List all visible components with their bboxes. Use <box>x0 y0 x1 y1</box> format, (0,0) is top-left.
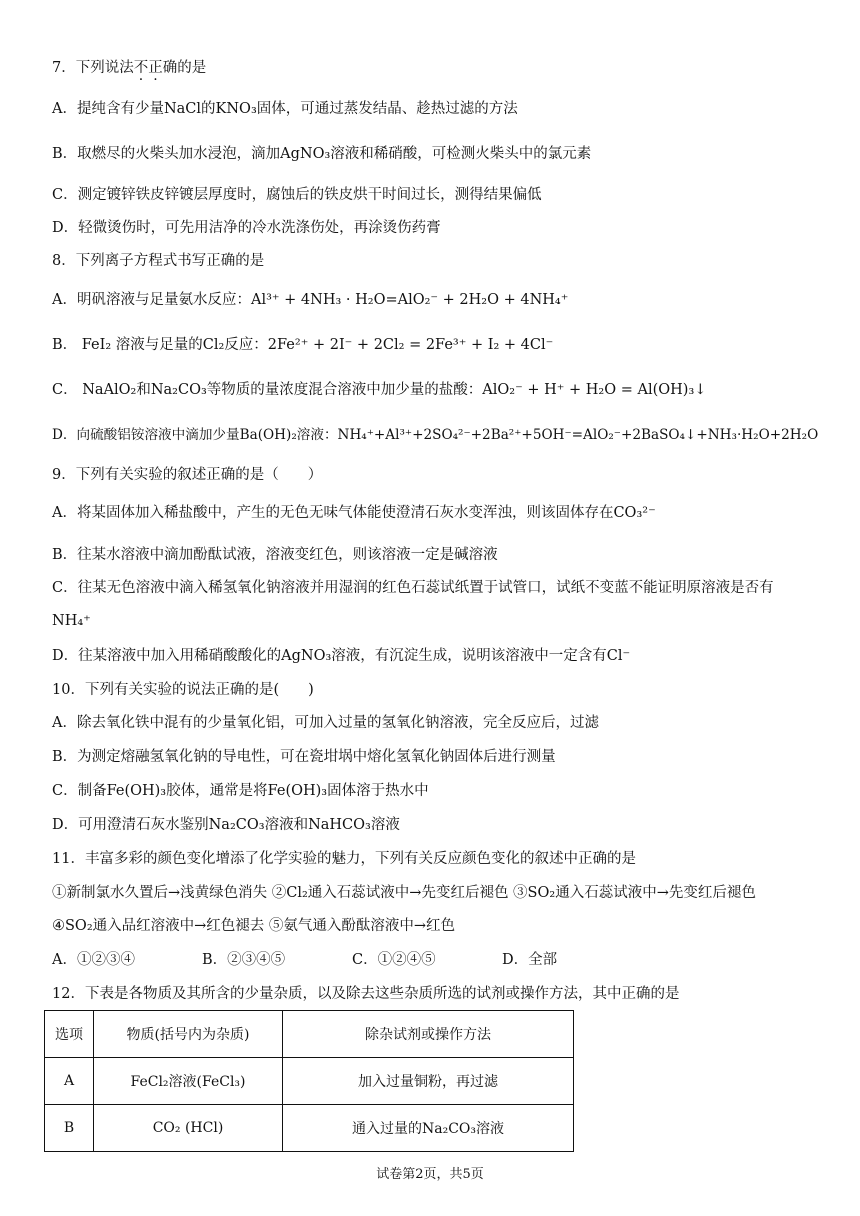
q8-option-d: D．向硫酸铝铵溶液中滴加少量Ba(OH)₂溶液：NH₄⁺+Al³⁺+2SO₄²⁻+2Ba²⁺+5OH⁻=AlO₂⁻+2BaSO₄↓+NH₃·H₂O+2H₂O <box>52 427 819 443</box>
q11-option-c: C．①②④⑤ <box>352 952 436 968</box>
q9-stem: 9．下列有关实验的叙述正确的是（ ） <box>52 467 323 483</box>
q11-statements-2: ④SO₂通入品红溶液中→红色褪去 ⑤氨气通入酚酞溶液中→红色 <box>52 918 456 934</box>
table-header-cell: 选项 <box>45 1011 94 1058</box>
q10-option-d: D．可用澄清石灰水鉴别Na₂CO₃溶液和NaHCO₃溶液 <box>52 817 400 833</box>
q8-option-a: A．明矾溶液与足量氨水反应：Al³⁺ + 4NH₃ · H₂O=AlO₂⁻ + 2H₂O + 4NH₄⁺ <box>52 292 569 308</box>
q10-option-a: A．除去氧化铁中混有的少量氧化铝，可加入过量的氢氧化钠溶液，完全反应后，过滤 <box>52 715 599 731</box>
q7-stem: 7．下列说法不正确的是 <box>52 60 207 76</box>
q12-stem: 12．下表是各物质及其所含的少量杂质，以及除去这些杂质所选的试剂或操作方法，其中正确的是 <box>52 986 680 1002</box>
table-cell: 通入过量的Na₂CO₃溶液 <box>283 1105 574 1152</box>
table-cell: A <box>45 1058 94 1105</box>
emphasis-dot: 正 <box>148 60 163 76</box>
q11-stem: 11．丰富多彩的颜色变化增添了化学实验的魅力，下列有关反应颜色变化的叙述中正确的是 <box>52 851 636 867</box>
table-header-cell: 除杂试剂或操作方法 <box>283 1011 574 1058</box>
q9-option-c: C．往某无色溶液中滴入稀氢氧化钠溶液并用湿润的红色石蕊试纸置于试管口，试纸不变蓝不能证明原溶液是否有 <box>52 580 774 596</box>
page-footer: 试卷第2页，共5页 <box>376 1167 484 1182</box>
table-row <box>45 1105 574 1152</box>
q11-statements-1: ①新制氯水久置后→浅黄绿色消失 ②Cl₂通入石蕊试液中→先变红后褪色 ③SO₂通入石蕊试液中→先变红后褪色 <box>52 885 756 901</box>
q11-option-d: D．全部 <box>502 952 558 968</box>
q9-option-d: D．往某溶液中加入用稀硝酸酸化的AgNO₃溶液，有沉淀生成，说明该溶液中一定含有Cl⁻ <box>52 648 631 664</box>
table-cell: CO₂ (HCl) <box>94 1105 283 1152</box>
q9-option-a: A．将某固体加入稀盐酸中，产生的无色无味气体能使澄清石灰水变浑浊，则该固体存在CO₃²⁻ <box>52 505 656 521</box>
q11-option-a: A．①②③④ <box>52 952 135 968</box>
emphasis-dot: 不 <box>133 60 149 76</box>
table-cell: 加入过量铜粉，再过滤 <box>283 1058 574 1105</box>
q9-option-b: B．往某水溶液中滴加酚酞试液，溶液变红色，则该溶液一定是碱溶液 <box>52 547 498 563</box>
table-row <box>45 1058 574 1105</box>
q9-option-c-cont: NH₄⁺ <box>52 613 91 629</box>
q10-option-c: C．制备Fe(OH)₃胶体，通常是将Fe(OH)₃固体溶于热水中 <box>52 783 429 799</box>
q7-option-b: B．取燃尽的火柴头加水浸泡，滴加AgNO₃溶液和稀硝酸，可检测火柴头中的氯元素 <box>52 146 592 162</box>
q12-table <box>44 1010 574 1152</box>
q10-option-b: B．为测定熔融氢氧化钠的导电性，可在瓷坩埚中熔化氢氧化钠固体后进行测量 <box>52 749 556 765</box>
table-header-cell: 物质(括号内为杂质) <box>94 1011 283 1058</box>
table-header-row <box>45 1011 574 1058</box>
q7-option-c: C．测定镀锌铁皮锌镀层厚度时，腐蚀后的铁皮烘干时间过长，测得结果偏低 <box>52 187 542 203</box>
q10-stem: 10．下列有关实验的说法正确的是( ) <box>52 682 314 698</box>
q8-option-b: B． FeI₂ 溶液与足量的Cl₂反应：2Fe²⁺ + 2I⁻ + 2Cl₂ = 2Fe³⁺ + I₂ + 4Cl⁻ <box>52 337 554 353</box>
q8-stem: 8．下列离子方程式书写正确的是 <box>52 253 265 269</box>
q8-option-c: C． NaAlO₂和Na₂CO₃等物质的量浓度混合溶液中加少量的盐酸：AlO₂⁻ + H⁺ + H₂O = Al(OH)₃↓ <box>52 382 707 398</box>
q7-option-d: D．轻微烫伤时，可先用洁净的冷水洗涤伤处，再涂烫伤药膏 <box>52 220 441 236</box>
table-cell: FeCl₂溶液(FeCl₃) <box>94 1058 283 1105</box>
q7-option-a: A．提纯含有少量NaCl的KNO₃固体，可通过蒸发结晶、趁热过滤的方法 <box>52 101 518 117</box>
q11-option-b: B．②③④⑤ <box>202 952 286 968</box>
table-cell: B <box>45 1105 94 1152</box>
